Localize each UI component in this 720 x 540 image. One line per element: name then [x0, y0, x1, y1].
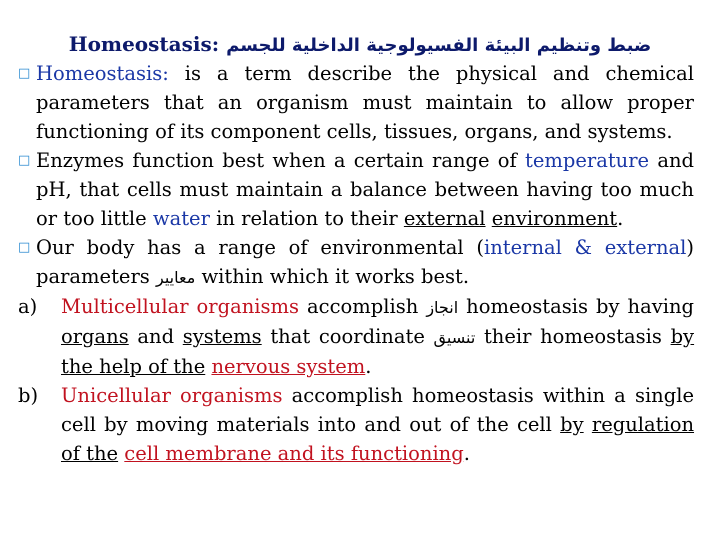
slide-content	[18, 59, 694, 468]
enzymes-text-3: , that cells must maintain a balance between having too much or too little	[36, 178, 694, 230]
arabic-accomplish: انجاز	[426, 298, 459, 317]
enzymes-text-1: Enzymes function best when a certain range of	[36, 149, 517, 172]
term-homeostasis: Homeostasis:	[36, 62, 169, 85]
bullet-item-enzymes	[18, 146, 694, 233]
uni-regulation: regulation of the	[61, 413, 695, 465]
sub-label-b: b)	[18, 384, 39, 407]
bullet-item-body-parameters	[18, 233, 694, 292]
uni-text-1: accomplish homeostasis within a single cell by moving materials into and out of the cell	[61, 384, 695, 436]
slide-title	[0, 32, 720, 57]
uni-by: by	[560, 413, 584, 436]
term-environment: environment	[491, 207, 618, 230]
term-cell-membrane: cell membrane and its functioning	[124, 442, 464, 465]
ph-h: H	[48, 178, 66, 201]
body-text-1: Our body has a range of environmental (	[36, 236, 484, 259]
square-bullet-icon: □	[18, 153, 31, 168]
term-unicellular: Unicellular organisms	[61, 384, 283, 407]
title-english: Homeostasis:	[68, 32, 220, 56]
body-text-3: within which it works best.	[201, 265, 470, 288]
uni-text-2: .	[463, 442, 470, 465]
term-multicellular: Multicellular organisms	[61, 295, 300, 318]
sub-label-a: a)	[18, 295, 38, 318]
enzymes-text-4: in relation to their	[216, 207, 398, 230]
arabic-parameters: معايير	[156, 268, 196, 287]
multi-text-1: accomplish	[307, 295, 419, 318]
sub-item-unicellular	[18, 381, 694, 468]
multi-text-6: .	[365, 355, 372, 378]
multi-text-2: homeostasis by having	[466, 295, 694, 318]
definition-text: is a term describe the physical and chemical parameters that an organism must maintain to allow proper functioning of its component cells, tissues, organs, and systems.	[36, 62, 694, 143]
term-nervous-system: nervous system	[211, 355, 366, 378]
enzymes-text-2: and p	[36, 149, 694, 201]
multi-text-5: their homeostasis	[483, 325, 662, 348]
term-internal-external: internal & external	[483, 236, 687, 259]
arabic-coordinate: تنسيق	[433, 328, 476, 347]
title-arabic: ضبط وتنظيم البيئة الفسيولوجية الداخلية للجسم	[226, 35, 652, 56]
multi-text-3: and	[137, 325, 175, 348]
square-bullet-icon: □	[18, 66, 31, 81]
term-temperature: temperature	[524, 149, 650, 172]
body-text-2: ) parameters	[36, 236, 694, 288]
sub-item-multicellular	[18, 292, 694, 381]
term-organs: organs	[61, 325, 129, 348]
bullet-item-homeostasis	[18, 59, 694, 146]
square-bullet-icon: □	[18, 240, 31, 255]
enzymes-text-5: .	[617, 207, 624, 230]
term-water: water	[152, 207, 210, 230]
term-external: external	[403, 207, 486, 230]
by-the-help-of: by the help of the	[61, 325, 695, 378]
multi-text-4: that coordinate	[270, 325, 425, 348]
term-systems: systems	[182, 325, 262, 348]
